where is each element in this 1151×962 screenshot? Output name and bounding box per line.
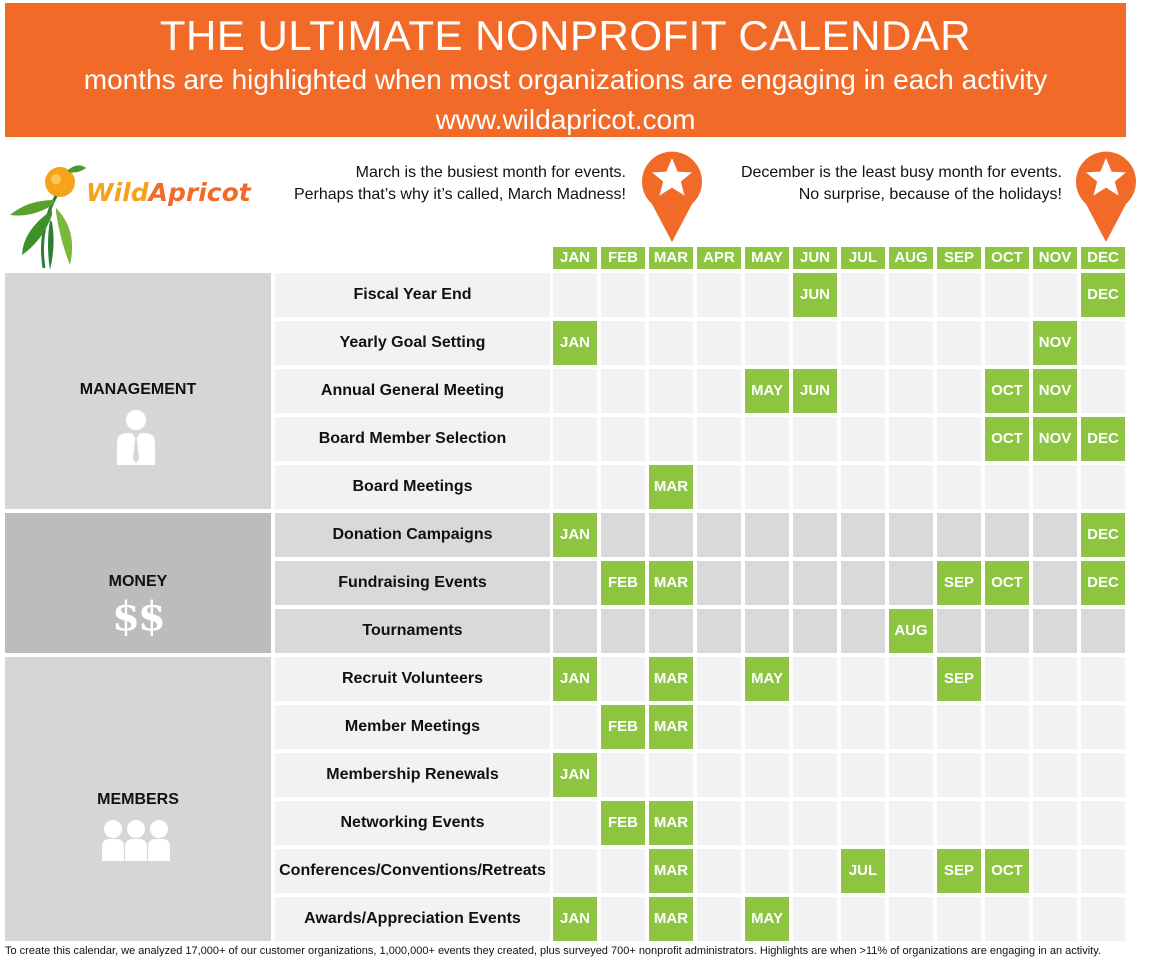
month-cell — [1033, 609, 1077, 653]
category-members — [5, 657, 271, 941]
march-callout-line2: Perhaps that’s why it’s called, March Madness! — [293, 186, 626, 203]
month-cell — [985, 801, 1029, 845]
month-cell — [841, 705, 885, 749]
month-cell — [745, 801, 789, 845]
month-cell — [841, 273, 885, 317]
march-callout-line1: March is the busiest month for events. — [355, 164, 626, 181]
highlighted-month-cell: JAN — [553, 753, 597, 797]
highlighted-month-cell: JAN — [553, 657, 597, 701]
month-cell — [889, 657, 933, 701]
month-cell — [697, 897, 741, 941]
month-cell — [793, 897, 837, 941]
category-label: MEMBERS — [97, 791, 179, 808]
month-cell — [1033, 897, 1077, 941]
month-cell — [1081, 753, 1125, 797]
activity-label: Conferences/Conventions/Retreats — [275, 849, 550, 893]
month-cell — [937, 369, 981, 413]
month-cell — [1033, 705, 1077, 749]
month-cell — [553, 609, 597, 653]
month-cell — [697, 849, 741, 893]
month-header-apr: APR — [697, 247, 741, 269]
month-cell — [697, 657, 741, 701]
highlighted-month-cell: SEP — [937, 849, 981, 893]
month-cell — [1033, 801, 1077, 845]
activity-label: Tournaments — [275, 609, 550, 653]
page-title: THE ULTIMATE NONPROFIT CALENDAR — [159, 12, 972, 59]
highlighted-month-cell: JAN — [553, 321, 597, 365]
header-banner — [5, 3, 1126, 137]
highlighted-month-cell: FEB — [601, 561, 645, 605]
month-cell — [553, 849, 597, 893]
month-cell — [1081, 609, 1125, 653]
month-cell — [601, 513, 645, 557]
month-cell — [1081, 801, 1125, 845]
month-cell — [697, 273, 741, 317]
month-cell — [1033, 465, 1077, 509]
month-cell — [793, 609, 837, 653]
month-header-feb: FEB — [601, 247, 645, 269]
month-cell — [1081, 849, 1125, 893]
highlighted-month-cell: JAN — [553, 897, 597, 941]
month-cell — [745, 609, 789, 653]
month-cell — [841, 657, 885, 701]
logo-word-wild: Wild — [86, 178, 149, 207]
highlighted-month-cell: MAY — [745, 657, 789, 701]
month-cell — [889, 753, 933, 797]
group-people-icon — [101, 819, 171, 861]
month-cell — [745, 417, 789, 461]
month-cell — [697, 753, 741, 797]
month-cell — [889, 369, 933, 413]
month-cell — [601, 321, 645, 365]
month-cell — [649, 369, 693, 413]
month-header-nov: NOV — [1033, 247, 1077, 269]
month-cell — [1033, 561, 1077, 605]
month-cell — [793, 753, 837, 797]
activity-label: Annual General Meeting — [275, 369, 550, 413]
month-cell — [745, 273, 789, 317]
month-cell — [697, 321, 741, 365]
activity-label: Awards/Appreciation Events — [275, 897, 550, 941]
activity-label: Board Meetings — [275, 465, 550, 509]
month-header-dec: DEC — [1081, 247, 1125, 269]
month-cell — [1033, 849, 1077, 893]
month-cell — [985, 657, 1029, 701]
month-cell — [1033, 273, 1077, 317]
month-cell — [793, 657, 837, 701]
month-cell — [985, 273, 1029, 317]
month-cell — [793, 465, 837, 509]
month-cell — [937, 801, 981, 845]
highlighted-month-cell: DEC — [1081, 513, 1125, 557]
category-money — [5, 513, 271, 653]
highlighted-month-cell: MAR — [649, 801, 693, 845]
month-cell — [937, 753, 981, 797]
highlighted-month-cell: JUL — [841, 849, 885, 893]
month-cell — [553, 369, 597, 413]
highlighted-month-cell: MAY — [745, 369, 789, 413]
month-cell — [841, 513, 885, 557]
month-cell — [985, 609, 1029, 653]
month-cell — [745, 753, 789, 797]
dollar-signs-icon: $$ — [112, 593, 164, 640]
highlighted-month-cell: MAY — [745, 897, 789, 941]
highlighted-month-cell: FEB — [601, 801, 645, 845]
highlighted-month-cell: DEC — [1081, 273, 1125, 317]
month-cell — [601, 849, 645, 893]
month-cell — [985, 705, 1029, 749]
month-cell — [697, 513, 741, 557]
month-cell — [1081, 705, 1125, 749]
month-header-mar: MAR — [649, 247, 693, 269]
month-cell — [745, 849, 789, 893]
highlighted-month-cell: MAR — [649, 561, 693, 605]
highlighted-month-cell: JUN — [793, 369, 837, 413]
month-header-jun: JUN — [793, 247, 837, 269]
month-cell — [793, 513, 837, 557]
person-suit-icon — [115, 409, 157, 465]
month-cell — [841, 897, 885, 941]
month-cell — [697, 609, 741, 653]
month-cell — [841, 465, 885, 509]
month-cell — [553, 561, 597, 605]
highlighted-month-cell: JAN — [553, 513, 597, 557]
month-cell — [889, 897, 933, 941]
month-cell — [937, 321, 981, 365]
highlighted-month-cell: SEP — [937, 657, 981, 701]
logo-word-apricot: Apricot — [148, 178, 251, 207]
highlighted-month-cell: AUG — [889, 609, 933, 653]
month-header-jul: JUL — [841, 247, 885, 269]
month-cell — [793, 321, 837, 365]
month-cell — [697, 705, 741, 749]
apricot-leaves-icon — [8, 160, 88, 270]
highlighted-month-cell: OCT — [985, 417, 1029, 461]
month-cell — [937, 417, 981, 461]
month-cell — [985, 897, 1029, 941]
month-cell — [649, 321, 693, 365]
activity-label: Recruit Volunteers — [275, 657, 550, 701]
month-cell — [889, 513, 933, 557]
month-cell — [601, 417, 645, 461]
month-cell — [601, 465, 645, 509]
highlighted-month-cell: NOV — [1033, 417, 1077, 461]
month-cell — [889, 465, 933, 509]
highlighted-month-cell: OCT — [985, 561, 1029, 605]
month-cell — [553, 705, 597, 749]
month-cell — [553, 417, 597, 461]
month-cell — [889, 321, 933, 365]
activity-label: Donation Campaigns — [275, 513, 550, 557]
month-cell — [1081, 465, 1125, 509]
month-cell — [1033, 657, 1077, 701]
month-cell — [601, 273, 645, 317]
month-cell — [841, 561, 885, 605]
highlighted-month-cell: FEB — [601, 705, 645, 749]
month-cell — [601, 897, 645, 941]
highlighted-month-cell: MAR — [649, 465, 693, 509]
category-management — [5, 273, 271, 509]
highlighted-month-cell: MAR — [649, 897, 693, 941]
month-cell — [601, 753, 645, 797]
methodology-footnote: To create this calendar, we analyzed 17,000+ of our customer organizations, 1,000,000+ events they created, plus surveyed 700+ nonprofit administrators. Highlights are when >11% of organizations are engaging in an activity. — [5, 945, 1101, 957]
category-label: MANAGEMENT — [79, 381, 197, 398]
highlighted-month-cell: DEC — [1081, 417, 1125, 461]
month-cell — [601, 369, 645, 413]
star-pin-icon — [640, 144, 704, 244]
highlighted-month-cell: OCT — [985, 369, 1029, 413]
month-cell — [841, 801, 885, 845]
month-cell — [937, 705, 981, 749]
month-cell — [697, 801, 741, 845]
month-cell — [745, 321, 789, 365]
month-cell — [745, 513, 789, 557]
highlighted-month-cell: SEP — [937, 561, 981, 605]
month-cell — [937, 513, 981, 557]
highlighted-month-cell: JUN — [793, 273, 837, 317]
month-cell — [553, 273, 597, 317]
month-cell — [793, 417, 837, 461]
highlighted-month-cell: DEC — [1081, 561, 1125, 605]
month-cell — [1033, 753, 1077, 797]
month-cell — [841, 609, 885, 653]
month-cell — [793, 705, 837, 749]
month-cell — [841, 321, 885, 365]
month-cell — [649, 753, 693, 797]
month-cell — [697, 369, 741, 413]
activity-label: Fundraising Events — [275, 561, 550, 605]
month-cell — [745, 705, 789, 749]
month-cell — [841, 369, 885, 413]
month-cell — [889, 417, 933, 461]
month-cell — [649, 609, 693, 653]
website-url: www.wildapricot.com — [435, 104, 696, 135]
month-cell — [601, 609, 645, 653]
month-header-sep: SEP — [937, 247, 981, 269]
december-callout-line2: No surprise, because of the holidays! — [798, 186, 1062, 203]
month-cell — [1033, 513, 1077, 557]
month-cell — [937, 609, 981, 653]
month-cell — [937, 897, 981, 941]
month-cell — [697, 561, 741, 605]
highlighted-month-cell: OCT — [985, 849, 1029, 893]
activity-label: Yearly Goal Setting — [275, 321, 550, 365]
month-header-may: MAY — [745, 247, 789, 269]
december-callout — [700, 162, 1062, 206]
month-header-jan: JAN — [553, 247, 597, 269]
activity-label: Member Meetings — [275, 705, 550, 749]
highlighted-month-cell: NOV — [1033, 321, 1077, 365]
month-cell — [649, 417, 693, 461]
highlighted-month-cell: MAR — [649, 849, 693, 893]
activity-label: Networking Events — [275, 801, 550, 845]
month-cell — [841, 753, 885, 797]
star-pin-icon — [1074, 144, 1138, 244]
month-cell — [985, 465, 1029, 509]
month-cell — [985, 753, 1029, 797]
month-cell — [889, 801, 933, 845]
month-cell — [937, 465, 981, 509]
month-cell — [1081, 321, 1125, 365]
month-cell — [649, 513, 693, 557]
activity-label: Board Member Selection — [275, 417, 550, 461]
march-callout — [270, 162, 626, 206]
wild-apricot-logo — [8, 160, 251, 270]
activity-label: Fiscal Year End — [275, 273, 550, 317]
month-cell — [985, 321, 1029, 365]
month-cell — [601, 657, 645, 701]
page-subtitle: months are highlighted when most organizations are engaging in each activity — [83, 64, 1048, 95]
month-cell — [793, 561, 837, 605]
category-label: MONEY — [108, 573, 168, 590]
month-cell — [553, 465, 597, 509]
month-cell — [1081, 897, 1125, 941]
highlighted-month-cell: MAR — [649, 705, 693, 749]
month-cell — [649, 273, 693, 317]
highlighted-month-cell: NOV — [1033, 369, 1077, 413]
december-callout-line1: December is the least busy month for events. — [740, 164, 1062, 181]
highlighted-month-cell: MAR — [649, 657, 693, 701]
month-cell — [985, 513, 1029, 557]
month-cell — [1081, 657, 1125, 701]
month-cell — [697, 465, 741, 509]
month-cell — [745, 561, 789, 605]
month-cell — [889, 273, 933, 317]
month-cell — [937, 273, 981, 317]
month-cell — [1081, 369, 1125, 413]
activity-label: Membership Renewals — [275, 753, 550, 797]
month-cell — [793, 849, 837, 893]
month-cell — [553, 801, 597, 845]
month-cell — [697, 417, 741, 461]
month-header-oct: OCT — [985, 247, 1029, 269]
month-header-aug: AUG — [889, 247, 933, 269]
month-cell — [745, 465, 789, 509]
month-cell — [889, 561, 933, 605]
month-cell — [841, 417, 885, 461]
logo-wordmark — [86, 178, 251, 207]
month-cell — [793, 801, 837, 845]
month-cell — [889, 705, 933, 749]
month-cell — [889, 849, 933, 893]
